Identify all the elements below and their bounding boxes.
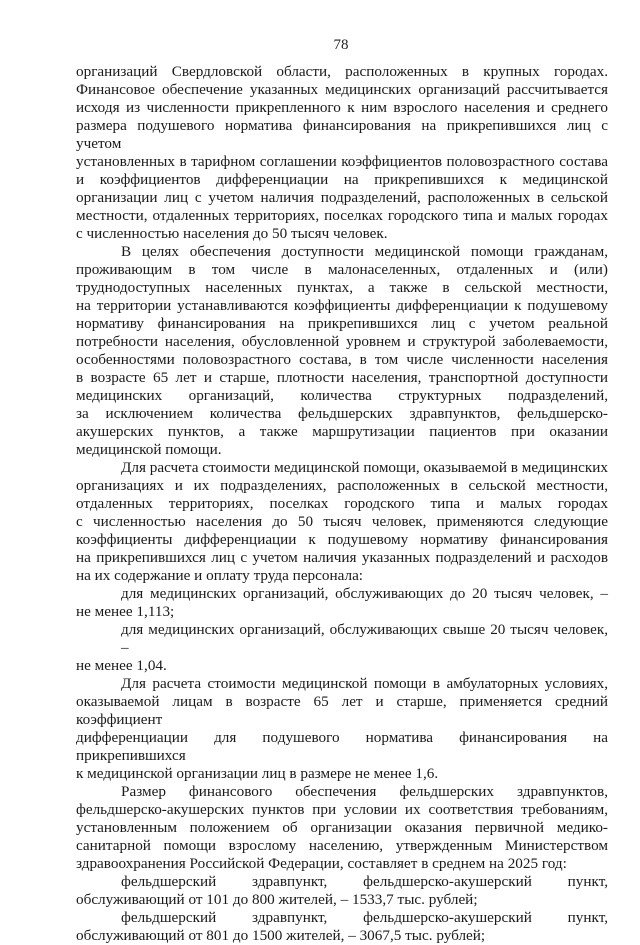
text-line: на их содержание и оплату труда персонала: <box>76 567 364 584</box>
text-line: для медицинских организаций, обслуживающих до 20 тысяч человек, – <box>121 585 608 602</box>
text-line: труднодоступных населенных пунктах, а также в сельской местности, <box>76 279 608 296</box>
text-line: фельдшерский здравпункт, фельдшерско-акушерский пункт, <box>121 873 608 890</box>
text-line: В целях обеспечения доступности медицинской помощи гражданам, <box>121 243 608 260</box>
text-line: Размер финансового обеспечения фельдшерских здравпунктов, <box>121 783 608 800</box>
text-line: исходя из численности прикрепленного к ним взрослого населения и среднего <box>76 99 608 116</box>
text-line: к медицинской организации лиц в размере не менее 1,6. <box>76 765 439 782</box>
text-line: оказываемой лицам в возрасте 65 лет и старше, применяется средний коэффициент <box>76 693 608 728</box>
text-line: не менее 1,113; <box>76 603 175 620</box>
text-line: дифференциации для подушевого норматива финансирования на прикрепившихся <box>76 729 608 764</box>
paragraph <box>76 243 608 459</box>
text-line: организации лиц с учетом наличия подразделений, расположенных в сельской <box>76 189 608 206</box>
paragraph <box>76 585 608 621</box>
paragraph <box>76 63 608 243</box>
text-line: с численностью населения до 50 тысяч человек, применяются следующие <box>76 513 608 530</box>
text-line: на прикрепившихся лиц с учетом наличия указанных подразделений и расходов <box>76 549 608 566</box>
text-line: не менее 1,04. <box>76 657 167 674</box>
text-line: за исключением количества фельдшерских здравпунктов, фельдшерско- <box>76 405 608 422</box>
paragraph <box>76 783 608 873</box>
text-line: обслуживающий от 101 до 800 жителей, – 1533,7 тыс. рублей; <box>76 891 478 908</box>
text-line: для медицинских организаций, обслуживающих свыше 20 тысяч человек, – <box>121 621 608 656</box>
paragraph <box>76 909 608 945</box>
paragraph <box>76 621 608 675</box>
paragraph <box>76 675 608 783</box>
text-line: проживающим в том числе в малонаселенных, отдаленных и (или) <box>76 261 608 278</box>
text-line: фельдшерский здравпункт, фельдшерско-акушерский пункт, <box>121 909 608 926</box>
text-line: организаций Свердловской области, расположенных в крупных городах. <box>76 63 608 80</box>
text-line: организациях и их подразделениях, расположенных в сельской местности, <box>76 477 608 494</box>
text-line: обслуживающий от 801 до 1500 жителей, – 3067,5 тыс. рублей; <box>76 927 486 944</box>
text-line: установленным положением об организации оказания первичной медико- <box>76 819 608 836</box>
text-line: Для расчета стоимости медицинской помощи, оказываемой в медицинских <box>121 459 608 476</box>
text-line: акушерских пунктов, а также маршрутизации пациентов при оказании <box>76 423 608 440</box>
text-line: потребности населения, обусловленной уровнем и структурой заболеваемости, <box>76 333 608 350</box>
text-line: фельдшерско-акушерских пунктов при условии их соответствия требованиям, <box>76 801 608 818</box>
document-body <box>76 63 608 945</box>
text-line: в возрасте 65 лет и старше, плотности населения, транспортной доступности <box>76 369 608 386</box>
page-number: 78 <box>333 37 349 53</box>
text-line: на территории устанавливаются коэффициенты дифференциации к подушевому <box>76 297 608 314</box>
paragraph <box>76 873 608 909</box>
paragraph <box>76 459 608 585</box>
text-line: размера подушевого норматива финансирования на прикрепившихся лиц с учетом <box>76 117 608 152</box>
text-line: местности, отдаленных территориях, поселках городского типа и малых городах <box>76 207 608 224</box>
text-line: с численностью населения до 50 тысяч человек. <box>76 225 388 242</box>
text-line: здравоохранения Российской Федерации, составляет в среднем на 2025 год: <box>76 855 567 872</box>
text-line: медицинской помощи. <box>76 441 222 458</box>
text-line: особенностями половозрастного состава, в том числе численности населения <box>76 351 608 368</box>
text-line: нормативу финансирования на прикрепившихся лиц с учетом реальной <box>76 315 608 332</box>
text-line: медицинских организаций, количества структурных подразделений, <box>76 387 608 404</box>
text-line: санитарной помощи взрослому населению, утвержденным Министерством <box>76 837 608 854</box>
text-line: коэффициенты дифференциации к подушевому нормативу финансирования <box>76 531 608 548</box>
text-line: Финансовое обеспечение указанных медицинских организаций рассчитывается <box>76 81 608 98</box>
text-line: и коэффициентов дифференциации на прикрепившихся к медицинской <box>76 171 608 188</box>
text-line: Для расчета стоимости медицинской помощи в амбулаторных условиях, <box>121 675 608 692</box>
text-line: установленных в тарифном соглашении коэффициентов половозрастного состава <box>76 153 608 170</box>
text-line: отдаленных территориях, поселках городского типа и малых городах <box>76 495 608 512</box>
